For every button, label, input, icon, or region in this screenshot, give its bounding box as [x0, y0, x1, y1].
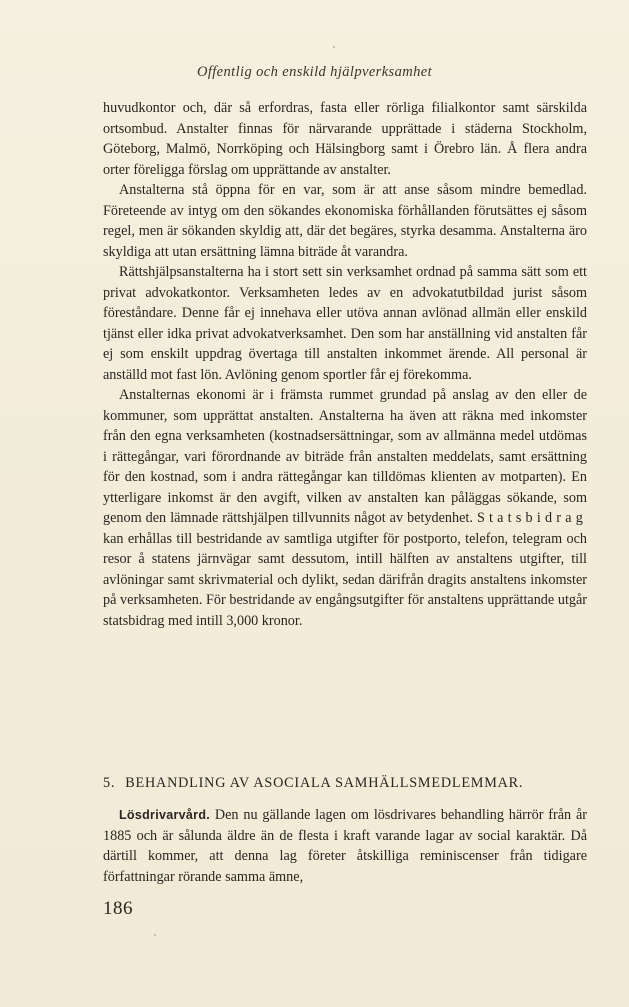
runin-heading: Lösdrivarvård. — [119, 808, 211, 822]
spaced-term-statsbidrag: Statsbidrag — [476, 510, 587, 526]
paragraph-4-part-2: kan erhållas till bestridande av samtliga utgifter för postporto, telefon, telegram och resor å statens järnvägar samt dessutom, intill hälften av anstaltens utgifter, till avlöningar samt skrivmaterial och dylikt, sedan därifrån dragits anstaltens inkomster på verksamheten. För bestridande av engångsutgifter för anstaltens upprättande utgår statsbidrag med intill 3,000 kronor. — [103, 530, 587, 629]
section-paragraph-text: Den nu gällande lagen om lösdrivares behandling härrör från år 1885 och är sålunda äldre än de flesta i kraft varande lagar av social karaktär. Då därtill kommer, att denna lag företer åtskilliga reminiscenser från tidigare författningar rörande samma ämne, — [103, 807, 587, 885]
paragraph-4 — [103, 385, 587, 631]
paper-speck — [154, 934, 156, 936]
paper-speck — [333, 46, 335, 48]
running-head: Offentlig och enskild hjälpverksamhet — [196, 64, 433, 80]
section-title: BEHANDLING AV ASOCIALA SAMHÄLLSMEDLEMMAR. — [125, 775, 524, 791]
section-number: 5. — [103, 775, 116, 791]
section-paragraph — [103, 805, 587, 887]
body-text — [103, 98, 587, 631]
paragraph-1: huvudkontor och, där så erfordras, fasta eller rörliga filialkontor samt särskilda ortsombud. Anstalter finnas för närvarande upprättade i städerna Stockholm, Göteborg, Malmö, Norrköping och Hälsingborg samt i Örebro län. Å flera andra orter föreligga förslag om upprättande av anstalter. — [103, 100, 587, 178]
paragraph-2: Anstalterna stå öppna för en var, som är att anse såsom mindre bemedlad. Företeende av intyg om den sökandes ekonomiska förhållanden förutsättes ej såsom regel, men är sökanden skyldig att, där det begäres, styrka desamma. Anstalterna äro skyldiga att utan ersättning lämna biträde åt varandra. — [103, 182, 587, 260]
section-body — [103, 805, 587, 887]
paragraph-4-part-1: Anstalternas ekonomi är i främsta rummet grundad på anslag av den eller de kommuner, som upprättat anstalten. Anstalterna ha även att räkna med inkomster från den egna verksamheten (kostnadsersättningar, som av allmänna medel utdömas i rättegångar, vari förordnande av biträde från anstalten meddelats, samt ersättning för den kostnad, som i andra rättegångar kan tilldömas klienten av motparten). En ytterligare inkomst är den avgift, vilken av anstalten kan påläggas sökande, som genom den lämnade rättshjälpen tillvunnits något av betydenhet. — [103, 387, 587, 526]
section-heading — [103, 775, 589, 792]
page-number: 186 — [103, 898, 133, 919]
paragraph-3: Rättshjälpsanstalterna ha i stort sett sin verksamhet ordnad på samma sätt som ett privat advokatkontor. Verksamheten ledes av en advokatutbildad jurist såsom föreståndare. Denne får ej innehava eller utöva annan avlönad allmän eller enskild tjänst eller idka privat advokatverksamhet. Den som har anställning vid anstalten får ej som enskilt uppdrag övertaga till anstalten inkommet ärende. All personal är anställd mot fast lön. Avlöning genom sportler får ej förekomma. — [103, 264, 587, 383]
